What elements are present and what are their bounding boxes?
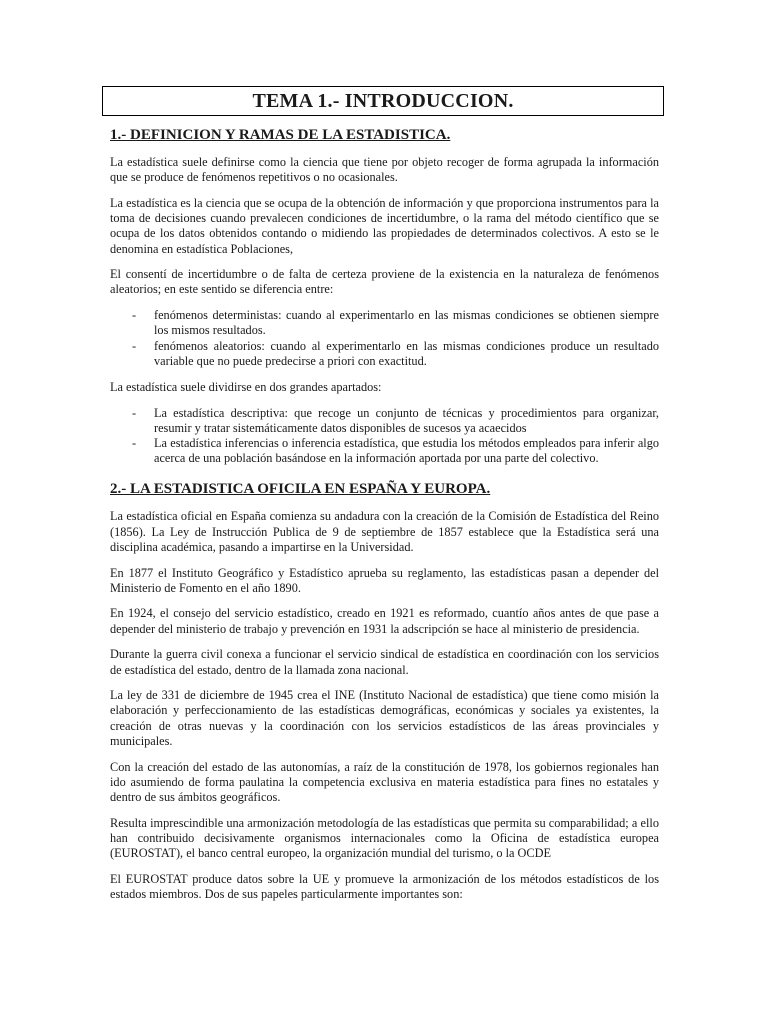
list-item — [110, 308, 659, 338]
list-item — [110, 436, 659, 466]
document-title: TEMA 1.- INTRODUCCION. — [252, 89, 514, 112]
section-1-heading: 1.- DEFINICION Y RAMAS DE LA ESTADISTICA. — [110, 127, 451, 143]
title-box — [102, 86, 664, 116]
paragraph: La estadística suele dividirse en dos grandes apartados: — [110, 379, 382, 394]
branches-list — [110, 406, 659, 467]
list-item-text: La estadística inferencias o inferencia estadística, que estudia los métodos empleados para inferir algo acerca de una población basándose en la información aportada por una parte del colectivo. — [154, 436, 659, 466]
paragraph: Durante la guerra civil conexa a funcionar el servicio sindical de estadística en coordinación con los servicios de estadística del estado, dentro de la llamada zona nacional. — [110, 647, 659, 677]
paragraph: La estadística suele definirse como la ciencia que tiene por objeto recoger de forma agrupada la información que se produce de fenómenos repetitivos o no ocasionales. — [110, 155, 659, 185]
dash-bullet: - — [132, 436, 137, 451]
paragraph: La estadística es la ciencia que se ocupa de la obtención de información y que proporciona instrumentos para la toma de decisiones cuando prevalecen condiciones de incertidumbre, o la rama del método científico que se ocupa de los datos obtenidos contando o midiendo las propiedades de determinados colectivos. A esto se le denomina en estadística Poblaciones, — [110, 195, 659, 256]
phenomena-list — [110, 308, 659, 369]
list-item — [110, 339, 659, 369]
dash-bullet: - — [132, 338, 137, 353]
dash-bullet: - — [132, 308, 137, 323]
paragraph: La estadística oficial en España comienza su andadura con la creación de la Comisión de Estadística del Reino (1856). La Ley de Instrucción Publica de 9 de septiembre de 1857 establece que la Estadística será una disciplina académica, pasando a impartirse en la Universidad. — [110, 509, 659, 554]
paragraph: El EUROSTAT produce datos sobre la UE y promueve la armonización de los métodos estadísticos de los estados miembros. Dos de sus papeles particularmente importantes son: — [110, 871, 659, 902]
dash-bullet: - — [132, 405, 137, 420]
list-item-text: fenómenos deterministas: cuando al experimentarlo en las mismas condiciones se obtienen siempre los mismos resultados. — [154, 308, 659, 338]
list-item-text: fenómenos aleatorios: cuando al experimentarlo en las mismas condiciones produce un resultado variable que no puede predecirse a priori con exactitud. — [154, 338, 659, 368]
paragraph: Resulta imprescindible una armonización metodología de las estadísticas que permita su comparabilidad; a ello han contribuido decisivamente organismos internacionales como la Oficina de estadística europea (EUROSTAT), el banco central europeo, la organización mundial del turismo, o la OCDE — [110, 815, 659, 861]
paragraph: El consentí de incertidumbre o de falta de certeza proviene de la existencia en la naturaleza de fenómenos aleatorios; en este sentido se diferencia entre: — [110, 267, 659, 297]
list-item — [110, 406, 659, 436]
section-2-heading: 2.- LA ESTADISTICA OFICILA EN ESPAÑA Y EUROPA. — [110, 481, 491, 498]
paragraph: Con la creación del estado de las autonomías, a raíz de la constitución de 1978, los gobiernos regionales han ido asumiendo de forma paulatina la competencia exclusiva en materia estadística para fines no estatales y dentro de sus ámbitos geográficos. — [110, 759, 659, 804]
document-body — [110, 126, 659, 913]
paragraph: En 1877 el Instituto Geográfico y Estadístico aprueba su reglamento, las estadísticas pasan a depender del Ministerio de Fomento en el año 1890. — [110, 565, 659, 595]
paragraph: En 1924, el consejo del servicio estadístico, creado en 1921 es reformado, cuantío años antes de que pase a depender del ministerio de trabajo y prevención en 1931 la adscripción se hace al ministerio de presidencia. — [110, 606, 659, 636]
list-item-text: La estadística descriptiva: que recoge un conjunto de técnicas y procedimientos para organizar, resumir y tratar sistemáticamente datos disponibles de sucesos ya acaecidos — [154, 405, 659, 435]
paragraph: La ley de 331 de diciembre de 1945 crea el INE (Instituto Nacional de estadística) que tiene como misión la elaboración y perfeccionamiento de las estadísticas demográficas, económicas y sociales ya existentes, la creación de otras nuevas y la coordinación con los servicios estadísticos de las áreas provinciales y municipales. — [110, 688, 659, 748]
